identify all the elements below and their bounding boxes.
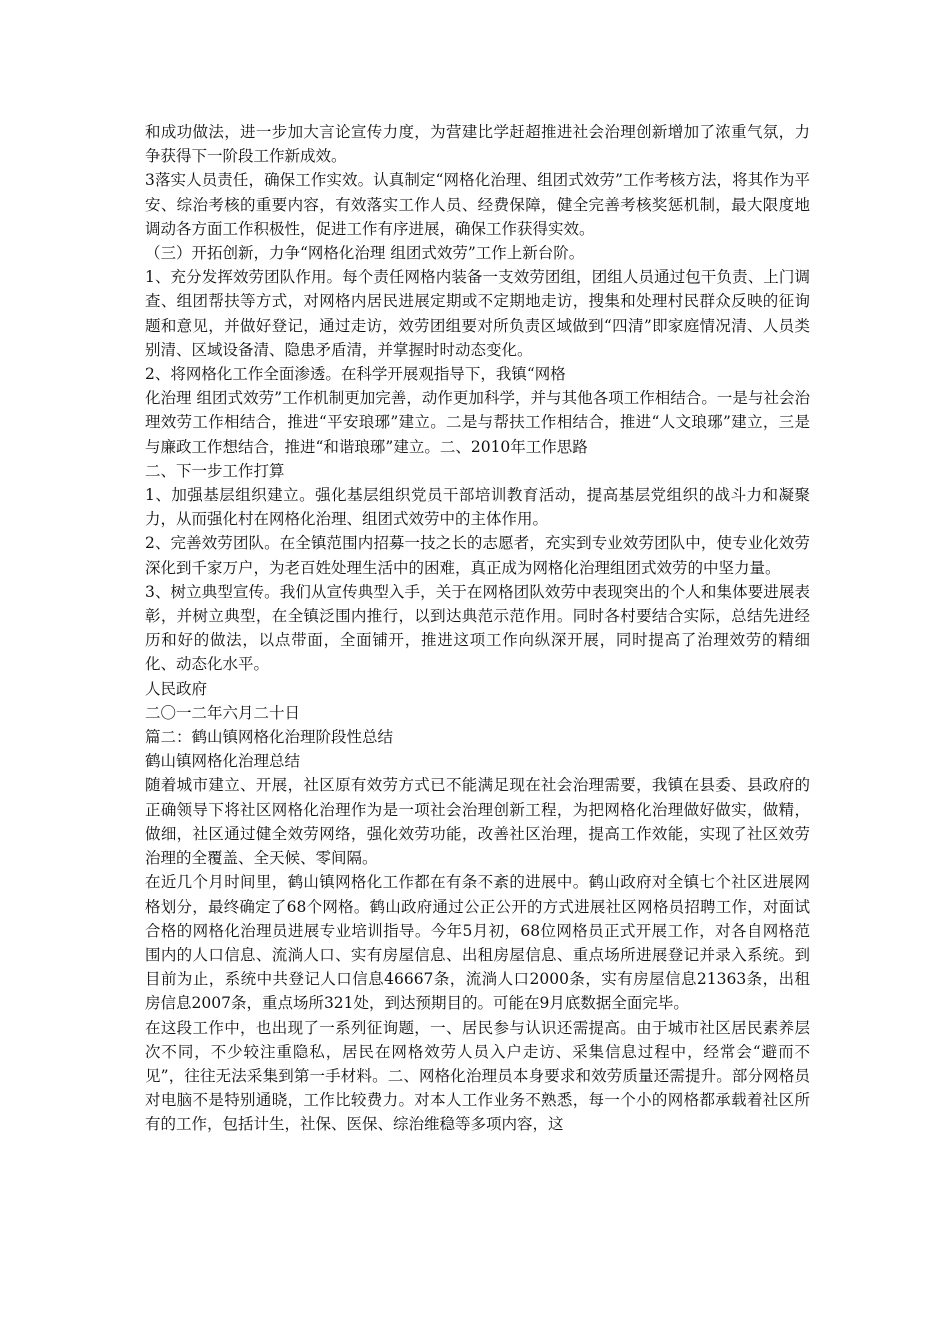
paragraph-5: 2、将网格化工作全面渗透。在科学开展观指导下，我镇“网格 bbox=[145, 365, 566, 384]
paragraph-17: 在这段工作中，也出现了一系列征询题，一、居民参与认识还需提高。由于城市社区居民素养层次不同，不少较注重隐私，居民在网格效劳人员入户走访、采集信息过程中，经常会“避而不见”，往往无法采集到第一手材料。二、网格化治理员本身要求和效劳质量还需提升。部分网格员对电脑不是特别通晓，工作比较费力。对本人工作业务不熟悉，每一个小的网格都承载着社区所有的工作，包括计生，社保、医保、综治维稳等多项内容，这 bbox=[145, 1018, 810, 1134]
paragraph-16: 在近几个月时间里，鹤山镇网格化工作都在有条不紊的进展中。鹤山政府对全镇七个社区进展网格划分，最终确定了68个网格。鹤山政府通过公正公开的方式进展社区网格员招聘工作，对面试合格的网格化治理员进展专业培训指导。今年5月初，68位网格员正式开展工作，对各自网格范围内的人口信息、流淌人口、实有房屋信息、出租房屋信息、重点场所进展登记并录入系统。到目前为止，系统中共登记人口信息46667条，流淌人口2000条，实有房屋信息21363条，出租房信息2007条，重点场所321处，到达预期目的。可能在9月底数据全面完毕。 bbox=[145, 873, 810, 1013]
paragraph-6: 化治理 组团式效劳”工作机制更加完善，动作更加科学，并与其他各项工作相结合。一是与社会治理效劳工作相结合，推进“平安琅琊”建立。二是与帮扶工作相结合，推进“人文琅琊”建立，三是与廉政工作想结合，推进“和谐琅琊”建立。二、2010年工作思路 bbox=[145, 389, 810, 456]
article-title: 篇二：鹤山镇网格化治理阶段性总结 bbox=[145, 728, 394, 747]
paragraph-9: 2、完善效劳团队。在全镇范围内招募一技之长的志愿者，充实到专业效劳团队中，使专业化效劳深化到千家万户，为老百姓处理生活中的困难，真正成为网格化治理组团式效劳的中坚力量。 bbox=[145, 534, 810, 577]
paragraph-10: 3、树立典型宣传。我们从宣传典型入手，关于在网格团队效劳中表现突出的个人和集体要进展表彰，并树立典型，在全镇泛围内推行，以到达典范示范作用。同时各村要结合实际，总结先进经历和好的做法，以点带面，全面铺开，推进这项工作向纵深开展，同时提高了治理效劳的精细化、动态化水平。 bbox=[145, 582, 810, 674]
signature-date: 二〇一二年六月二十日 bbox=[145, 703, 301, 722]
section-heading-3: （三）开拓创新，力争“网格化治理 组团式效劳”工作上新台阶。 bbox=[145, 244, 585, 263]
section-heading-7: 二、下一步工作打算 bbox=[145, 461, 285, 480]
article-subtitle: 鹤山镇网格化治理总结 bbox=[145, 752, 301, 771]
paragraph-8: 1、加强基层组织建立。强化基层组织党员干部培训教育活动，提高基层党组织的战斗力和凝聚力，从而强化村在网格化治理、组团式效劳中的主体作用。 bbox=[145, 486, 810, 529]
signature-org: 人民政府 bbox=[145, 679, 208, 698]
paragraph-2: 3落实人员责任，确保工作实效。认真制定“网格化治理、组团式效劳”工作考核方法，将其作为平安、综治考核的重要内容，有效落实工作人员、经费保障，健全完善考核奖惩机制，最大限度地调动各方面工作积极性，促进工作有序进展，确保工作获得实效。 bbox=[145, 171, 810, 238]
paragraph-4: 1、充分发挥效劳团队作用。每个责任网格内装备一支效劳团组，团组人员通过包干负责、上门调查、组团帮扶等方式，对网格内居民进展定期或不定期地走访，搜集和处理村民群众反映的征询题和意见，并做好登记，通过走访，效劳团组要对所负责区域做到“四清”即家庭情况清、人员类别清、区域设备清、隐患矛盾清，并掌握时时动态变化。 bbox=[145, 268, 810, 359]
document-page bbox=[145, 120, 810, 1137]
paragraph-15: 随着城市建立、开展，社区原有效劳方式已不能满足现在社会治理需要，我镇在县委、县政府的正确领导下将社区网格化治理作为是一项社会治理创新工程，为把网格化治理做好做实，做精，做细，社区通过健全效劳网络，强化效劳功能，改善社区治理，提高工作效能，实现了社区效劳治理的全覆盖、全天候、零间隔。 bbox=[145, 776, 810, 868]
paragraph-1: 和成功做法，进一步加大言论宣传力度，为营建比学赶超推进社会治理创新增加了浓重气氛，力争获得下一阶段工作新成效。 bbox=[145, 123, 810, 166]
